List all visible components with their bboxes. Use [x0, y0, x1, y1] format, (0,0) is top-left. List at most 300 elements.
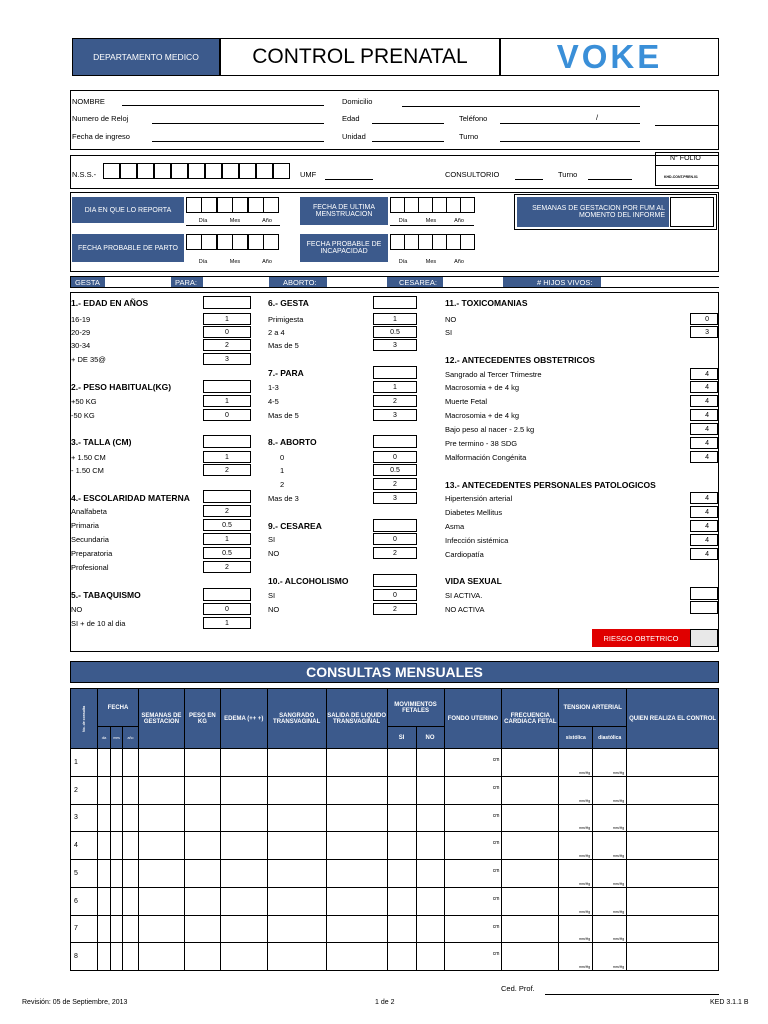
consulta-cell[interactable]: [267, 943, 326, 971]
consulta-number: 8: [71, 943, 98, 971]
consulta-cell[interactable]: [627, 887, 719, 915]
turno2-label: Turno: [558, 170, 578, 179]
diastolica-cell[interactable]: [593, 915, 627, 943]
cesarea-val-2: 2: [373, 547, 417, 559]
talla-total[interactable]: [203, 435, 251, 448]
aborto-opt-1: 0: [280, 453, 285, 462]
consulta-cell[interactable]: [326, 804, 387, 832]
consulta-cell[interactable]: [416, 860, 444, 888]
nss-boxes[interactable]: [103, 163, 293, 179]
pat-opt-3: Asma: [445, 522, 465, 531]
consulta-number: 1: [71, 749, 98, 777]
ced-label: Ced. Prof.: [501, 984, 535, 993]
consulta-number: 4: [71, 832, 98, 860]
consulta-cell[interactable]: [123, 749, 139, 777]
vs-opt-2: NO ACTIVA: [445, 605, 485, 614]
obs-val-6: 4: [690, 437, 718, 449]
sistolica-cell[interactable]: [559, 887, 593, 915]
consulta-cell[interactable]: [138, 915, 184, 943]
salida-header: SALIDA DE LIQUIDO TRANSVAGINAL: [326, 689, 387, 749]
vs-val-1[interactable]: [690, 587, 718, 600]
tab-opt-2: SI + de 10 al dia: [71, 619, 126, 628]
consulta-cell[interactable]: [502, 749, 559, 777]
para-val-2: 2: [373, 395, 417, 407]
consulta-cell[interactable]: [416, 887, 444, 915]
consulta-cell[interactable]: [98, 887, 111, 915]
telefono-ext-field[interactable]: [655, 125, 719, 126]
cm-unit: cm: [492, 757, 500, 763]
talla-val-1: 1: [203, 451, 251, 463]
aborto-val-4: 3: [373, 492, 417, 504]
reloj-field[interactable]: [152, 123, 324, 124]
consulta-cell[interactable]: [123, 804, 139, 832]
ingreso-field[interactable]: [152, 141, 324, 142]
diastolica-cell[interactable]: [593, 804, 627, 832]
fondo-cell[interactable]: [444, 776, 502, 804]
peso-val-1: 1: [203, 395, 251, 407]
consulta-row: [71, 749, 719, 777]
pat-val-3: 4: [690, 520, 718, 532]
consulta-cell[interactable]: [387, 804, 416, 832]
consulta-cell[interactable]: [416, 776, 444, 804]
mmhg-unit: mm/Hg: [578, 909, 591, 914]
obstetricos-title: 12.- ANTECEDENTES OBSTETRICOS: [445, 355, 595, 365]
edad-opt-3: 30-34: [71, 341, 91, 350]
consulta-cell[interactable]: [123, 887, 139, 915]
semanas-header: SEMANAS DE GESTACION: [138, 689, 184, 749]
consulta-cell[interactable]: [111, 804, 123, 832]
telefono-field[interactable]: [500, 123, 640, 124]
consulta-cell[interactable]: [111, 776, 123, 804]
patologicos-title: 13.- ANTECEDENTES PERSONALES PATOLOGICOS: [445, 480, 656, 490]
edad-total[interactable]: [203, 296, 251, 309]
consulta-cell[interactable]: [387, 887, 416, 915]
para-val-1: 1: [373, 381, 417, 393]
ultima-label: FECHA DE ULTIMA MENSTRUACION: [300, 197, 388, 225]
cm-unit: cm: [492, 951, 500, 958]
edad-title: 1.- EDAD EN AÑOS: [71, 298, 149, 308]
domicilio-field[interactable]: [402, 106, 640, 107]
page-number: 1 de 2: [375, 999, 395, 1006]
page-title: CONTROL PRENATAL: [220, 38, 500, 76]
consulta-cell[interactable]: [267, 804, 326, 832]
unidad-label: Unidad: [342, 132, 366, 141]
num-header: No. de consulta: [71, 689, 98, 749]
si-subheader: SI: [387, 727, 416, 749]
reporta-date[interactable]: Día Mes Año: [186, 197, 280, 227]
consulta-cell[interactable]: [138, 804, 184, 832]
consulta-cell[interactable]: [98, 860, 111, 888]
nss-label: N.S.S.-: [72, 170, 97, 179]
talla-opt-1: + 1.50 CM: [71, 453, 106, 462]
frecuencia-header: FRECUENCIA CARDIACA FETAL: [502, 689, 559, 749]
umf-label: UMF: [300, 170, 317, 179]
consulta-cell[interactable]: [267, 860, 326, 888]
consulta-cell[interactable]: [627, 749, 719, 777]
mmhg-unit: mm/Hg: [578, 798, 591, 803]
consulta-cell[interactable]: [502, 804, 559, 832]
consulta-cell[interactable]: [326, 749, 387, 777]
consulta-cell[interactable]: [416, 804, 444, 832]
turno2-field[interactable]: [588, 179, 632, 180]
fondo-cell[interactable]: [444, 832, 502, 860]
consulta-cell[interactable]: [387, 860, 416, 888]
edad-opt-1: 16-19: [71, 315, 91, 324]
semanas-label: SEMANAS DE GESTACION POR FUM AL MOMENTO DEL INFORME: [517, 197, 669, 227]
aborto-field[interactable]: [327, 277, 387, 287]
cm-unit: cm: [492, 868, 500, 874]
telefono-label: Teléfono: [459, 114, 488, 123]
fondo-cell[interactable]: [444, 915, 502, 943]
tox-opt-1: NO: [445, 315, 457, 324]
consulta-cell[interactable]: [111, 943, 123, 971]
consulta-cell[interactable]: [220, 943, 267, 971]
consulta-number: 2: [71, 776, 98, 804]
consulta-cell[interactable]: [184, 943, 220, 971]
sistolica-cell[interactable]: [559, 943, 593, 971]
tox-val-1: 0: [690, 313, 718, 325]
consulta-cell[interactable]: [416, 943, 444, 971]
consulta-cell[interactable]: [502, 887, 559, 915]
ultima-date[interactable]: Día Mes Año: [390, 197, 474, 227]
para-field[interactable]: [203, 277, 269, 287]
edad-val-3: 2: [203, 339, 251, 351]
pat-opt-2: Diabetes Mellitus: [445, 508, 503, 517]
mmhg-unit: mm/Hg: [612, 909, 625, 914]
consultas-table: [70, 688, 719, 971]
consulta-cell[interactable]: [416, 832, 444, 860]
gesta-opt-2: 2 a 4: [268, 328, 285, 337]
peso-total[interactable]: [203, 380, 251, 393]
gesta-bar: GESTA PARA: ABORTO: CESAREA: # HIJOS VIVOS:: [70, 276, 719, 288]
peso-title: 2.- PESO HABITUAL(KG): [71, 382, 172, 392]
cm-unit: cm: [492, 812, 500, 819]
turno-field[interactable]: [500, 141, 640, 142]
gesta-field[interactable]: [105, 277, 171, 287]
gesta-title: 6.- GESTA: [268, 298, 309, 308]
tabaquismo-total[interactable]: [203, 588, 251, 601]
mmhg-unit: mm/Hg: [612, 826, 625, 831]
consulta-cell[interactable]: [220, 749, 267, 777]
pat-val-1: 4: [690, 492, 718, 504]
consulta-cell[interactable]: [123, 860, 139, 888]
consulta-cell[interactable]: [220, 860, 267, 888]
obs-val-3: 4: [690, 395, 718, 407]
gesta-val-2: 0.5: [373, 326, 417, 338]
aborto-title: 8.- ABORTO: [268, 437, 317, 447]
consulta-cell[interactable]: [267, 915, 326, 943]
consulta-cell[interactable]: [416, 749, 444, 777]
consulta-cell[interactable]: [220, 832, 267, 860]
pat-opt-4: Infección sistémica: [445, 536, 509, 545]
fondo-cell[interactable]: [444, 860, 502, 888]
consulta-cell[interactable]: [184, 749, 220, 777]
ced-field[interactable]: [545, 994, 719, 995]
consulta-cell[interactable]: [387, 943, 416, 971]
consulta-cell[interactable]: [387, 749, 416, 777]
peso-val-2: 0: [203, 409, 251, 421]
pat-opt-1: Hipertensión arterial: [445, 494, 513, 503]
cesarea-total[interactable]: [373, 519, 417, 532]
edad-val-2: 0: [203, 326, 251, 338]
sistolica-cell[interactable]: [559, 804, 593, 832]
peso-opt-2: -50 KG: [71, 411, 95, 420]
consulta-cell[interactable]: [326, 860, 387, 888]
nombre-field[interactable]: [122, 105, 324, 106]
vs-opt-1: SI ACTIVA.: [445, 591, 483, 600]
nombre-label: NOMBRE: [72, 97, 105, 106]
domicilio-label: Domicilio: [342, 97, 373, 106]
sistolica-cell[interactable]: [559, 776, 593, 804]
consulta-cell[interactable]: [326, 776, 387, 804]
para-val-3: 3: [373, 409, 417, 421]
diastolica-cell[interactable]: [593, 832, 627, 860]
telefono-slash: /: [596, 113, 599, 122]
aborto-opt-3: 2: [280, 480, 285, 489]
pat-opt-5: Cardiopatía: [445, 550, 484, 559]
talla-title: 3.- TALLA (CM): [71, 437, 132, 447]
sistolica-cell[interactable]: [559, 749, 593, 777]
consulta-cell[interactable]: [267, 749, 326, 777]
fondo-cell[interactable]: [444, 887, 502, 915]
esc-opt-1: Analfabeta: [71, 507, 107, 516]
consulta-cell[interactable]: [326, 915, 387, 943]
obs-opt-4: Macrosomia + de 4 kg: [445, 411, 519, 420]
diastolica-cell[interactable]: [593, 749, 627, 777]
consulta-cell[interactable]: [184, 804, 220, 832]
parto-label: FECHA PROBABLE DE PARTO: [72, 234, 184, 262]
consulta-cell[interactable]: [98, 832, 111, 860]
obs-opt-2: Macrosomia + de 4 kg: [445, 383, 519, 392]
consulta-number: 3: [71, 804, 98, 832]
tab-val-2: 1: [203, 617, 251, 629]
consulta-cell[interactable]: [502, 860, 559, 888]
consulta-cell[interactable]: [627, 860, 719, 888]
consultorio-field[interactable]: [515, 179, 543, 180]
edad-val-1: 1: [203, 313, 251, 325]
tabaquismo-title: 5.- TABAQUISMO: [71, 590, 141, 600]
pat-val-4: 4: [690, 534, 718, 546]
consulta-cell[interactable]: [267, 887, 326, 915]
consulta-cell[interactable]: [123, 915, 139, 943]
consulta-cell[interactable]: [627, 915, 719, 943]
no-subheader: NO: [416, 727, 444, 749]
pat-val-2: 4: [690, 506, 718, 518]
consulta-cell[interactable]: [387, 915, 416, 943]
consulta-cell[interactable]: [416, 915, 444, 943]
consulta-cell[interactable]: [220, 804, 267, 832]
alc-val-1: 0: [373, 589, 417, 601]
consulta-number: 6: [71, 887, 98, 915]
unidad-field[interactable]: [372, 141, 444, 142]
mmhg-unit: mm/Hg: [612, 854, 625, 858]
mmhg-unit: mm/Hg: [578, 770, 591, 775]
obs-val-4: 4: [690, 409, 718, 421]
aborto-opt-2: 1: [280, 466, 285, 475]
fecha-header: FECHA: [98, 689, 139, 727]
dia-subheader: dia: [98, 727, 111, 749]
fondo-cell[interactable]: [444, 943, 502, 971]
esc-opt-5: Profesional: [71, 563, 109, 572]
consultorio-label: CONSULTORIO: [445, 170, 500, 179]
sangrado-header: SANGRADO TRANSVAGINAL: [267, 689, 326, 749]
mmhg-unit: mm/Hg: [612, 770, 625, 775]
consulta-cell[interactable]: [220, 915, 267, 943]
movimientos-header: MOVIMIENTOS FETALES: [387, 689, 444, 727]
semanas-field[interactable]: [670, 197, 714, 227]
consulta-cell[interactable]: [502, 832, 559, 860]
consulta-cell[interactable]: [387, 776, 416, 804]
sistolica-cell[interactable]: [559, 915, 593, 943]
obs-opt-7: Malformación Congénita: [445, 453, 527, 462]
consulta-cell[interactable]: [123, 776, 139, 804]
consulta-cell[interactable]: [184, 776, 220, 804]
hijos-field[interactable]: [601, 277, 719, 287]
edema-header: EDEMA (++ +): [220, 689, 267, 749]
alc-opt-2: NO: [268, 605, 280, 614]
consulta-cell[interactable]: [326, 943, 387, 971]
umf-field[interactable]: [325, 179, 373, 180]
diastolica-cell[interactable]: [593, 776, 627, 804]
consulta-number: 5: [71, 860, 98, 888]
consulta-number: 7: [71, 915, 98, 943]
mmhg-unit: mm/Hg: [578, 854, 591, 858]
parto-date[interactable]: Día Mes Año: [186, 234, 280, 266]
consulta-cell[interactable]: [267, 832, 326, 860]
consulta-cell[interactable]: [267, 776, 326, 804]
esc-opt-3: Secundaria: [71, 535, 109, 544]
esc-val-1: 2: [203, 505, 251, 517]
edad-field[interactable]: [372, 123, 444, 124]
consulta-cell[interactable]: [138, 776, 184, 804]
obs-opt-1: Sangrado al Tercer Trimestre: [445, 370, 542, 379]
mmhg-unit: mm/Hg: [578, 826, 591, 831]
sistolica-cell[interactable]: [559, 860, 593, 888]
mmhg-unit: mm/Hg: [612, 965, 625, 969]
consulta-cell[interactable]: [138, 749, 184, 777]
edad-label: Edad: [342, 114, 360, 123]
reloj-label: Numero de Reloj: [72, 114, 129, 123]
logo: VOKE: [500, 38, 719, 76]
fondo-cell[interactable]: [444, 804, 502, 832]
consulta-cell[interactable]: [220, 776, 267, 804]
incapacidad-date[interactable]: Día Mes Año: [390, 234, 474, 266]
tab-val-1: 0: [203, 603, 251, 615]
consulta-cell[interactable]: [326, 832, 387, 860]
talla-opt-2: - 1.50 CM: [71, 466, 104, 475]
consulta-cell[interactable]: [387, 832, 416, 860]
cesarea-opt-1: SI: [268, 535, 276, 544]
consulta-cell[interactable]: [184, 832, 220, 860]
consulta-cell[interactable]: [502, 776, 559, 804]
riesgo-total[interactable]: [690, 629, 718, 647]
consulta-cell[interactable]: [627, 776, 719, 804]
cesarea-val-1: 0: [373, 533, 417, 545]
cm-unit: cm: [492, 840, 500, 847]
consulta-cell[interactable]: [98, 776, 111, 804]
consulta-cell[interactable]: [123, 832, 139, 860]
consulta-row: [71, 887, 719, 915]
esc-val-4: 0.5: [203, 547, 251, 559]
edad-opt-4: + DE 35@: [71, 355, 106, 364]
consulta-cell[interactable]: [111, 887, 123, 915]
consulta-cell[interactable]: [111, 915, 123, 943]
vida-sexual-title: VIDA SEXUAL: [445, 576, 502, 586]
aborto-val-1: 0: [373, 451, 417, 463]
consulta-cell[interactable]: [138, 832, 184, 860]
consulta-cell[interactable]: [184, 915, 220, 943]
consulta-cell[interactable]: [138, 887, 184, 915]
para-opt-3: Mas de 5: [268, 411, 299, 420]
consulta-row: [71, 915, 719, 943]
para-total[interactable]: [373, 366, 417, 379]
consulta-cell[interactable]: [111, 860, 123, 888]
consulta-cell[interactable]: [502, 915, 559, 943]
consulta-cell[interactable]: [98, 943, 111, 971]
sistolica-cell[interactable]: [559, 832, 593, 860]
consulta-row: [71, 943, 719, 971]
consulta-cell[interactable]: [138, 860, 184, 888]
riesgo-label: RIESGO OBTETRICO: [592, 629, 690, 647]
obs-opt-5: Bajo peso al nacer - 2.5 kg: [445, 425, 535, 434]
aborto-total[interactable]: [373, 435, 417, 448]
alc-val-2: 2: [373, 603, 417, 615]
folio-label: N° FOLIO: [670, 155, 701, 162]
consulta-cell[interactable]: [502, 943, 559, 971]
gesta-val-1: 1: [373, 313, 417, 325]
consulta-cell[interactable]: [184, 860, 220, 888]
talla-val-2: 2: [203, 464, 251, 476]
esc-opt-2: Primaria: [71, 521, 99, 530]
vs-val-2[interactable]: [690, 601, 718, 614]
document-code: KED 3.1.1 B: [710, 999, 749, 1006]
esc-val-5: 2: [203, 561, 251, 573]
ingreso-label: Fecha de ingreso: [72, 132, 130, 141]
edad-opt-2: 20-29: [71, 328, 91, 337]
diastolica-cell[interactable]: [593, 887, 627, 915]
fondo-cell[interactable]: [444, 749, 502, 777]
consulta-cell[interactable]: [111, 749, 123, 777]
cm-unit: cm: [492, 895, 500, 902]
consulta-cell[interactable]: [326, 887, 387, 915]
consulta-cell[interactable]: [123, 943, 139, 971]
consulta-cell[interactable]: [138, 943, 184, 971]
cesarea-field[interactable]: [443, 277, 503, 287]
para-opt-1: 1-3: [268, 383, 279, 392]
quien-header: QUIEN REALIZA EL CONTROL: [627, 689, 719, 749]
consulta-cell[interactable]: [627, 804, 719, 832]
consulta-cell[interactable]: [98, 749, 111, 777]
mmhg-unit: mm/Hg: [578, 937, 591, 942]
alcoholismo-total[interactable]: [373, 574, 417, 587]
escolaridad-total[interactable]: [203, 490, 251, 503]
consulta-cell[interactable]: [627, 943, 719, 971]
cesarea-opt-2: NO: [268, 549, 280, 558]
consulta-cell[interactable]: [111, 832, 123, 860]
consulta-cell[interactable]: [98, 915, 111, 943]
diastolica-cell[interactable]: [593, 860, 627, 888]
consulta-cell[interactable]: [184, 887, 220, 915]
consulta-cell[interactable]: [627, 832, 719, 860]
consulta-row: [71, 832, 719, 860]
tox-opt-2: SI: [445, 328, 453, 337]
diastolica-cell[interactable]: [593, 943, 627, 971]
anio-subheader: año: [123, 727, 139, 749]
edad-val-4: 3: [203, 353, 251, 365]
consulta-cell[interactable]: [220, 887, 267, 915]
gesta-total[interactable]: [373, 296, 417, 309]
consulta-cell[interactable]: [98, 804, 111, 832]
